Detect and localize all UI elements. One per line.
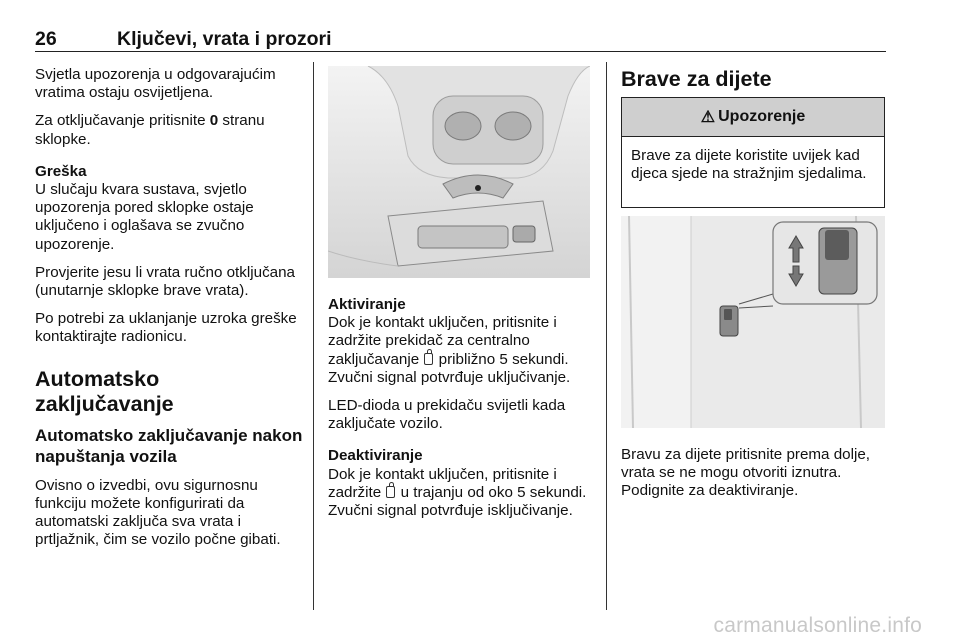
paragraph: Ovisno o izvedbi, ovu sigurnosnu funkciju možete konfigurirati da automatski zaključa sva vrata i prtljažnik, čim se vozilo počne gibati. [35, 476, 281, 549]
ceiling-console-image [328, 66, 590, 278]
warning-box [621, 97, 885, 208]
paragraph: Svjetla upozorenja u odgovarajućim vratima ostaju osvijetljena. [35, 66, 276, 102]
page-number: 26 [35, 28, 57, 50]
paragraph: LED-dioda u prekidaču svijetli kada zaključate vozilo. [328, 397, 566, 433]
column-2 [328, 296, 592, 530]
watermark: carmanualsonline.info [713, 614, 922, 637]
warning-header [622, 98, 884, 137]
paragraph: Greška U slučaju kvara sustava, svjetlo upozorenja pored sklopke ostaje uključeno i oglašava se zvučno upozorenje. [35, 162, 254, 253]
chapter-title: Ključevi, vrata i prozori [117, 28, 332, 50]
subheading-greska: Greška [35, 162, 87, 180]
child-lock-image [621, 216, 885, 428]
column-divider [313, 62, 314, 610]
subheading-deaktiviranje: Deaktiviranje [328, 447, 423, 465]
lock-icon [424, 353, 433, 365]
paragraph: Po potrebi za uklanjanje uzroka greške kontaktirajte radionicu. [35, 310, 297, 346]
paragraph: Deaktiviranje Dok je kontakt uključen, pritisnite i zadržite u trajanju od oko 5 sekundi. Zvučni signal potvrđuje isključivanje. [328, 447, 587, 520]
warning-triangle-icon: ⚠ [700, 109, 716, 126]
paragraph: Provjerite jesu li vrata ručno otključana (unutarnje sklopke brave vrata). [35, 263, 295, 300]
column-1 [35, 66, 303, 559]
paragraph: Za otključavanje pritisnite 0 stranu sklopke. [35, 112, 265, 148]
header-rule [35, 51, 886, 52]
section-heading: Automatsko zaključavanje [35, 366, 174, 416]
column-divider [606, 62, 607, 610]
subsection-heading: Automatsko zaključavanje nakon napuštanja vozila [35, 425, 303, 466]
paragraph: Aktiviranje Dok je kontakt uključen, pritisnite i zadržite prekidač za centralno zaključavanje približno 5 sekundi. Zvučni signal potvrđuje uključivanje. [328, 296, 571, 386]
subheading-aktiviranje: Aktiviranje [328, 296, 406, 313]
lock-icon [386, 486, 395, 498]
warning-text: Brave za dijete koristite uvijek kad djeca sjede na stražnjim sjedalima. [631, 147, 867, 183]
column-3-caption: Bravu za dijete pritisnite prema dolje, vrata se ne mogu otvoriti iznutra. Podignite za deaktiviranje. [621, 446, 871, 500]
warning-title: Upozorenje [718, 108, 806, 125]
section-heading: Brave za dijete [621, 67, 772, 91]
